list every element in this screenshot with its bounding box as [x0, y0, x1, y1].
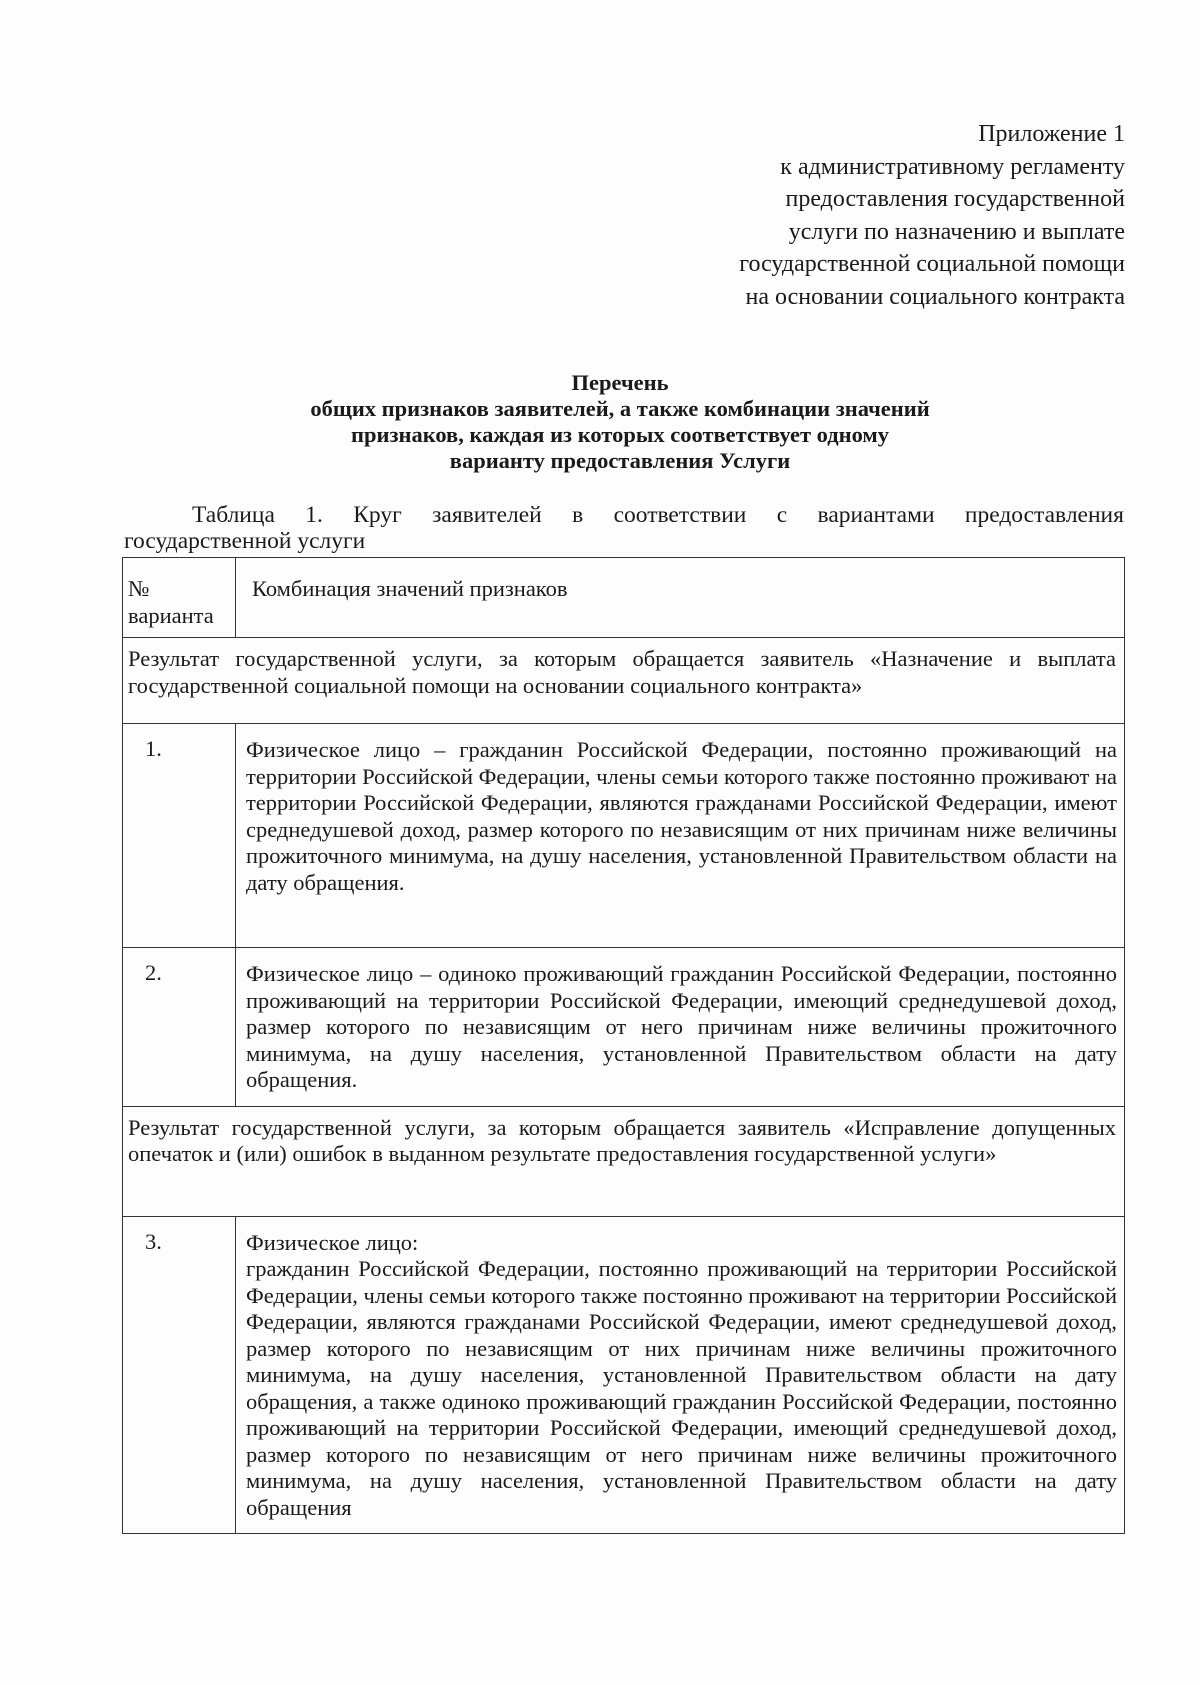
header-variant-number: № варианта [123, 558, 236, 638]
table-row [123, 1216, 1125, 1534]
table-header-row [123, 558, 1125, 638]
attachment-line: государственной социальной помощи [739, 251, 1125, 277]
attachment-line: услуги по назначению и выплате [788, 218, 1125, 245]
caption-word: 1. [305, 502, 323, 528]
title-line: варианту предоставления Услуги [449, 448, 791, 473]
attachment-line: Приложение 1 [978, 121, 1125, 147]
section-row [123, 1106, 1125, 1216]
table-row [123, 724, 1125, 948]
variant-description: Физическое лицо – одиноко проживающий гражданин Российской Федерации, постоянно проживающий на территории Российской Федерации, имеющий среднедушевой доход, размер которого по независящим от него причинам ниже величины прожиточного минимума, на душу населения, установленной Правительством области на дату обращения. [235, 948, 1124, 1107]
variant-intro: Физическое лицо: [245, 1229, 419, 1255]
variant-number: 3. [123, 1216, 236, 1534]
caption-word: соответствии [613, 502, 747, 528]
section-row [123, 638, 1125, 724]
caption-line-2: государственной услуги [124, 528, 366, 554]
section-title: Результат государственной услуги, за которым обращается заявитель «Исправление допущенных опечаток и (или) ошибок в выданном результате предоставления государственной услуги» [123, 1106, 1125, 1216]
caption-word: Таблица [192, 502, 275, 528]
variant-description-cell [235, 1216, 1124, 1534]
caption-line-1 [124, 502, 1124, 528]
table-row [123, 948, 1125, 1107]
attachment-line: на основании социального контракта [745, 283, 1125, 310]
variant-description: Физическое лицо – гражданин Российской Федерации, постоянно проживающий на территории Российской Федерации, члены семьи которого также постоянно проживают на территории Российской Федерации, являются гражданами Российской Федерации, имеют среднедушевой доход, размер которого по независящим от них причинам ниже величины прожиточного минимума, на душу населения, установленной Правительством области на дату обращения. [235, 724, 1124, 948]
header-combination: Комбинация значений признаков [235, 558, 1124, 638]
caption-word: предоставления [964, 502, 1124, 528]
title-line: признаков, каждая из которых соответствует одному [351, 422, 889, 447]
title-line: Перечень [571, 370, 669, 395]
variant-description: гражданин Российской Федерации, постоянно проживающий на территории Российской Федерации, члены семьи которого также постоянно проживают на территории Российской Федерации, являются гражданами Российской Федерации, имеют среднедушевой доход, размер которого по независящим от них причинам ниже величины прожиточного минимума, на душу населения, установленной Правительством области на дату обращения, а также одиноко проживающий гражданин Российской Федерации, постоянно проживающий на территории Российской Федерации, имеющий среднедушевой доход, размер которого по независящим от него причинам ниже величины прожиточного минимума, на душу населения, установленной Правительством области на дату обращения [245, 1256, 1117, 1520]
caption-word: вариантами [817, 502, 935, 528]
variant-number: 1. [123, 724, 236, 948]
caption-word: Круг [353, 502, 402, 528]
title-line: общих признаков заявителей, а также комбинации значений [310, 396, 930, 421]
caption-word: с [776, 502, 788, 528]
caption-word: в [572, 502, 584, 528]
variant-number: 2. [123, 948, 236, 1107]
document-title [120, 370, 1120, 474]
attachment-line: к административному регламенту [780, 153, 1125, 180]
table-caption [124, 502, 1124, 554]
section-title: Результат государственной услуги, за которым обращается заявитель «Назначение и выплата государственной социальной помощи на основании социального контракта» [123, 638, 1125, 724]
caption-word: заявителей [432, 502, 542, 528]
attachment-line: предоставления государственной [785, 186, 1125, 212]
variants-table [122, 557, 1125, 1534]
attachment-header [605, 118, 1125, 313]
